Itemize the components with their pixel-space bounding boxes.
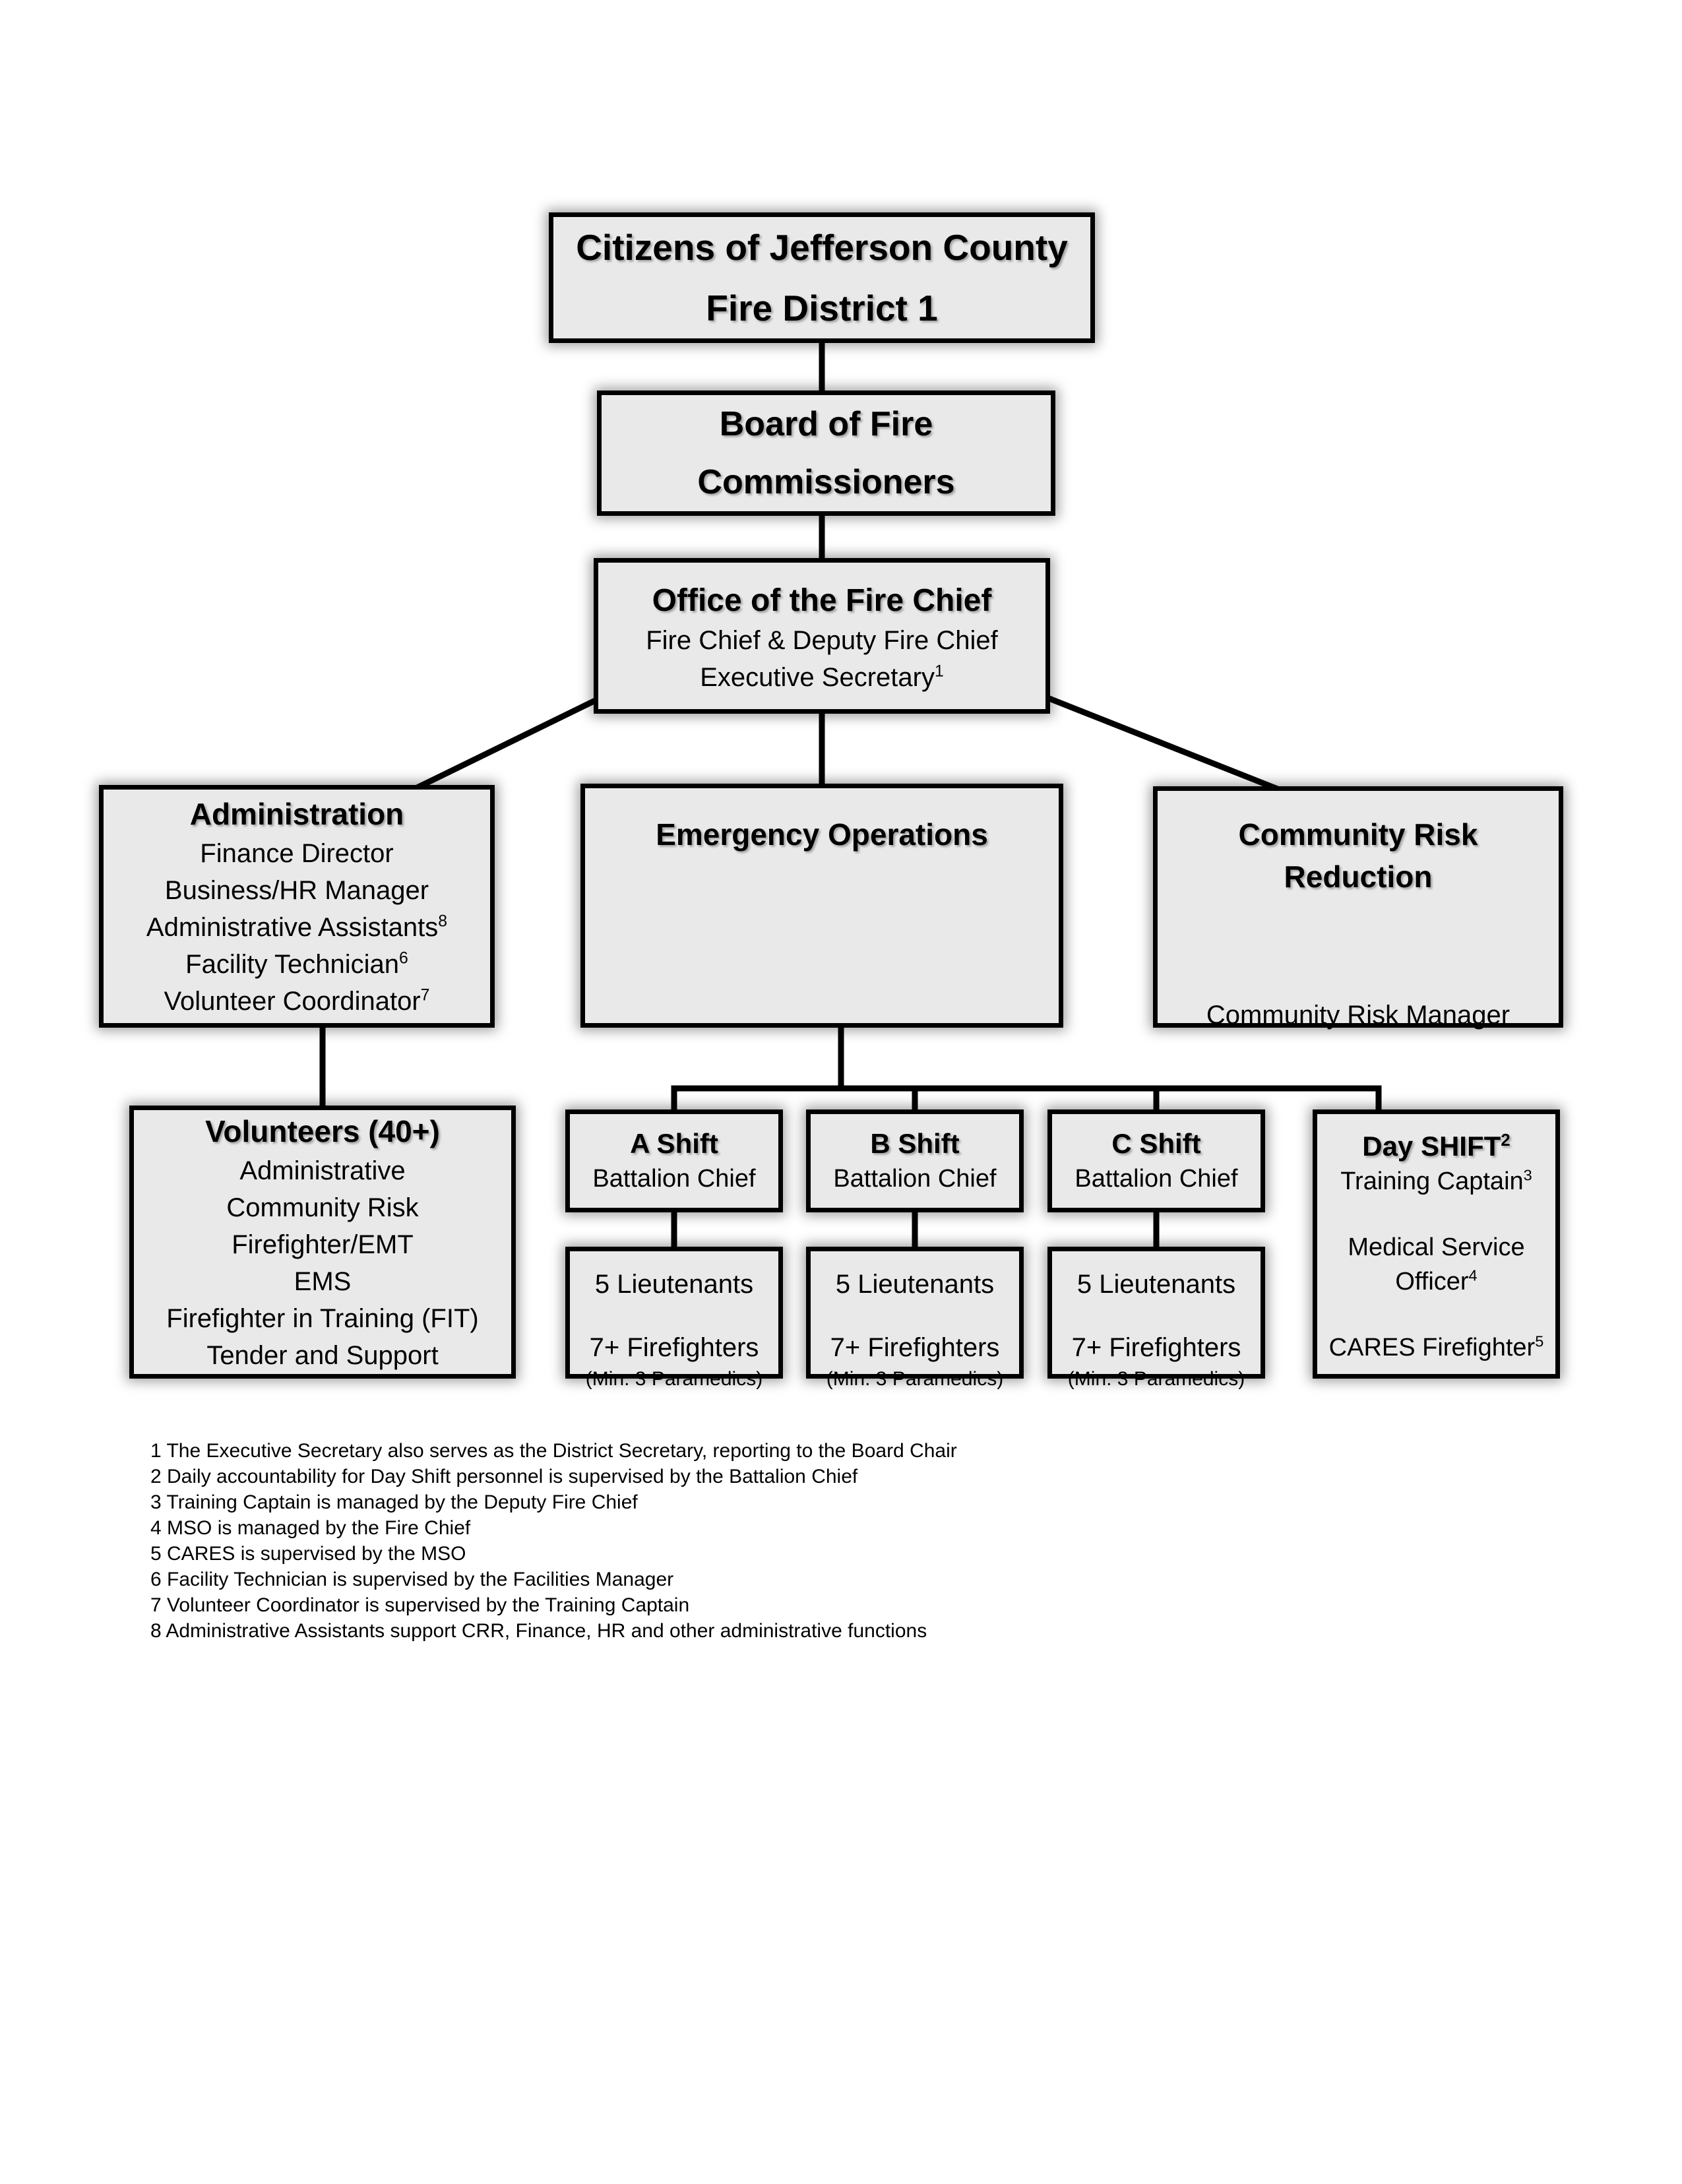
- administration-line-4-sup: 6: [399, 949, 408, 968]
- box-day-shift: [1313, 1109, 1560, 1379]
- box-c-shift: [1047, 1109, 1265, 1212]
- office-line-2-text: Executive Secretary: [700, 663, 935, 692]
- administration-line-1: Finance Director: [200, 839, 394, 868]
- day-shift-line-3-text: Officer: [1395, 1268, 1469, 1295]
- administration-line-4-text: Facility Technician: [185, 950, 400, 979]
- box-administration: [99, 785, 495, 1028]
- c-crew-line-2: 7+ Firefighters: [1071, 1333, 1241, 1362]
- connector-office-admin: [401, 690, 617, 796]
- volunteers-line-3: Firefighter/EMT: [232, 1230, 414, 1259]
- citizens-line-2: Fire District 1: [706, 288, 938, 328]
- volunteers-line-2: Community Risk: [226, 1193, 419, 1222]
- volunteers-title: Volunteers (40+): [205, 1114, 440, 1148]
- box-community-risk-reduction: [1153, 786, 1563, 1028]
- box-a-shift-crew: [565, 1247, 783, 1390]
- box-emergency-operations: [580, 784, 1063, 1028]
- administration-line-5-sup: 7: [420, 986, 430, 1005]
- administration-line-5: [164, 983, 430, 1020]
- b-crew-line-2: 7+ Firefighters: [830, 1333, 1000, 1362]
- day-shift-line-2: Medical Service: [1348, 1233, 1525, 1261]
- footnotes: [150, 1438, 957, 1644]
- citizens-line-1: Citizens of Jefferson County: [576, 227, 1068, 268]
- board-line-1: Board of Fire: [719, 405, 933, 443]
- a-crew-line-1: 5 Lieutenants: [594, 1270, 754, 1299]
- box-citizens: [549, 212, 1095, 343]
- crr-manager-line: Community Risk Manager: [1206, 1001, 1511, 1030]
- c-crew-line-3: (Min. 3 Paramedics): [1067, 1368, 1245, 1390]
- footnote-3: 3 Training Captain is managed by the Deputy Fire Chief: [150, 1491, 638, 1513]
- office-line-2-sup: 1: [934, 662, 944, 681]
- day-shift-line-1-text: Training Captain: [1340, 1168, 1524, 1195]
- b-crew-line-1: 5 Lieutenants: [835, 1270, 995, 1299]
- box-volunteers: [129, 1106, 516, 1379]
- day-shift-line-4-text: CARES Firefighter: [1328, 1334, 1536, 1361]
- administration-line-3-sup: 8: [438, 912, 448, 931]
- day-shift-title: [1362, 1129, 1511, 1164]
- day-shift-line-3: [1395, 1264, 1477, 1299]
- day-shift-title-sup: 2: [1501, 1130, 1511, 1150]
- volunteers-line-5: Firefighter in Training (FIT): [166, 1304, 479, 1333]
- volunteers-line-1: Administrative: [239, 1156, 406, 1185]
- connector-office-crr: [1028, 690, 1294, 796]
- administration-line-5-text: Volunteer Coordinator: [164, 987, 421, 1016]
- footnote-6: 6 Facility Technician is supervised by the Facilities Manager: [150, 1569, 674, 1590]
- footnote-5: 5 CARES is supervised by the MSO: [150, 1543, 466, 1565]
- c-crew-line-1: 5 Lieutenants: [1076, 1270, 1236, 1299]
- administration-title: Administration: [189, 797, 404, 831]
- office-line-2: [700, 659, 944, 696]
- box-b-shift: [806, 1109, 1024, 1212]
- emergency-operations-title: Emergency Operations: [656, 817, 988, 852]
- day-shift-line-1: [1340, 1164, 1532, 1199]
- administration-line-2: Business/HR Manager: [164, 876, 429, 905]
- volunteers-line-4: EMS: [294, 1267, 352, 1296]
- volunteers-line-6: Tender and Support: [206, 1341, 439, 1370]
- box-office-of-fire-chief: [594, 558, 1050, 714]
- administration-line-4: [185, 946, 408, 983]
- a-shift-title: A Shift: [630, 1128, 718, 1159]
- day-shift-line-4: [1329, 1330, 1544, 1365]
- b-shift-title: B Shift: [870, 1128, 960, 1159]
- a-shift-subtitle: Battalion Chief: [592, 1165, 756, 1193]
- b-shift-subtitle: Battalion Chief: [833, 1165, 997, 1193]
- footnote-4: 4 MSO is managed by the Fire Chief: [150, 1517, 471, 1539]
- crr-title-line-2: Reduction: [1284, 859, 1433, 894]
- footnote-2: 2 Daily accountability for Day Shift personnel is supervised by the Battalion Chief: [150, 1466, 858, 1487]
- footnote-1: 1 The Executive Secretary also serves as the District Secretary, reporting to the Board Chair: [150, 1440, 957, 1462]
- day-shift-line-4-sup: 5: [1535, 1332, 1544, 1350]
- box-a-shift: [565, 1109, 783, 1212]
- footnote-7: 7 Volunteer Coordinator is supervised by the Training Captain: [150, 1594, 690, 1616]
- c-shift-title: C Shift: [1111, 1128, 1201, 1159]
- administration-line-3: [146, 909, 447, 946]
- office-title: Office of the Fire Chief: [652, 583, 992, 618]
- crr-title-line-1: Community Risk: [1238, 817, 1478, 852]
- box-c-shift-crew: [1047, 1247, 1265, 1390]
- c-shift-subtitle: Battalion Chief: [1075, 1165, 1238, 1193]
- board-line-2: Commissioners: [697, 463, 955, 501]
- footnote-8: 8 Administrative Assistants support CRR, Finance, HR and other administrative functions: [150, 1620, 927, 1642]
- day-shift-title-text: Day SHIFT: [1362, 1131, 1501, 1162]
- day-shift-line-1-sup: 3: [1523, 1166, 1532, 1184]
- administration-line-3-text: Administrative Assistants: [146, 913, 439, 942]
- a-crew-line-2: 7+ Firefighters: [589, 1333, 759, 1362]
- box-b-shift-crew: [806, 1247, 1024, 1390]
- a-crew-line-3: (Min. 3 Paramedics): [585, 1368, 763, 1390]
- b-crew-line-3: (Min. 3 Paramedics): [826, 1368, 1004, 1390]
- day-shift-line-3-sup: 4: [1468, 1266, 1478, 1284]
- box-board: [597, 390, 1055, 516]
- office-line-1: Fire Chief & Deputy Fire Chief: [646, 626, 998, 655]
